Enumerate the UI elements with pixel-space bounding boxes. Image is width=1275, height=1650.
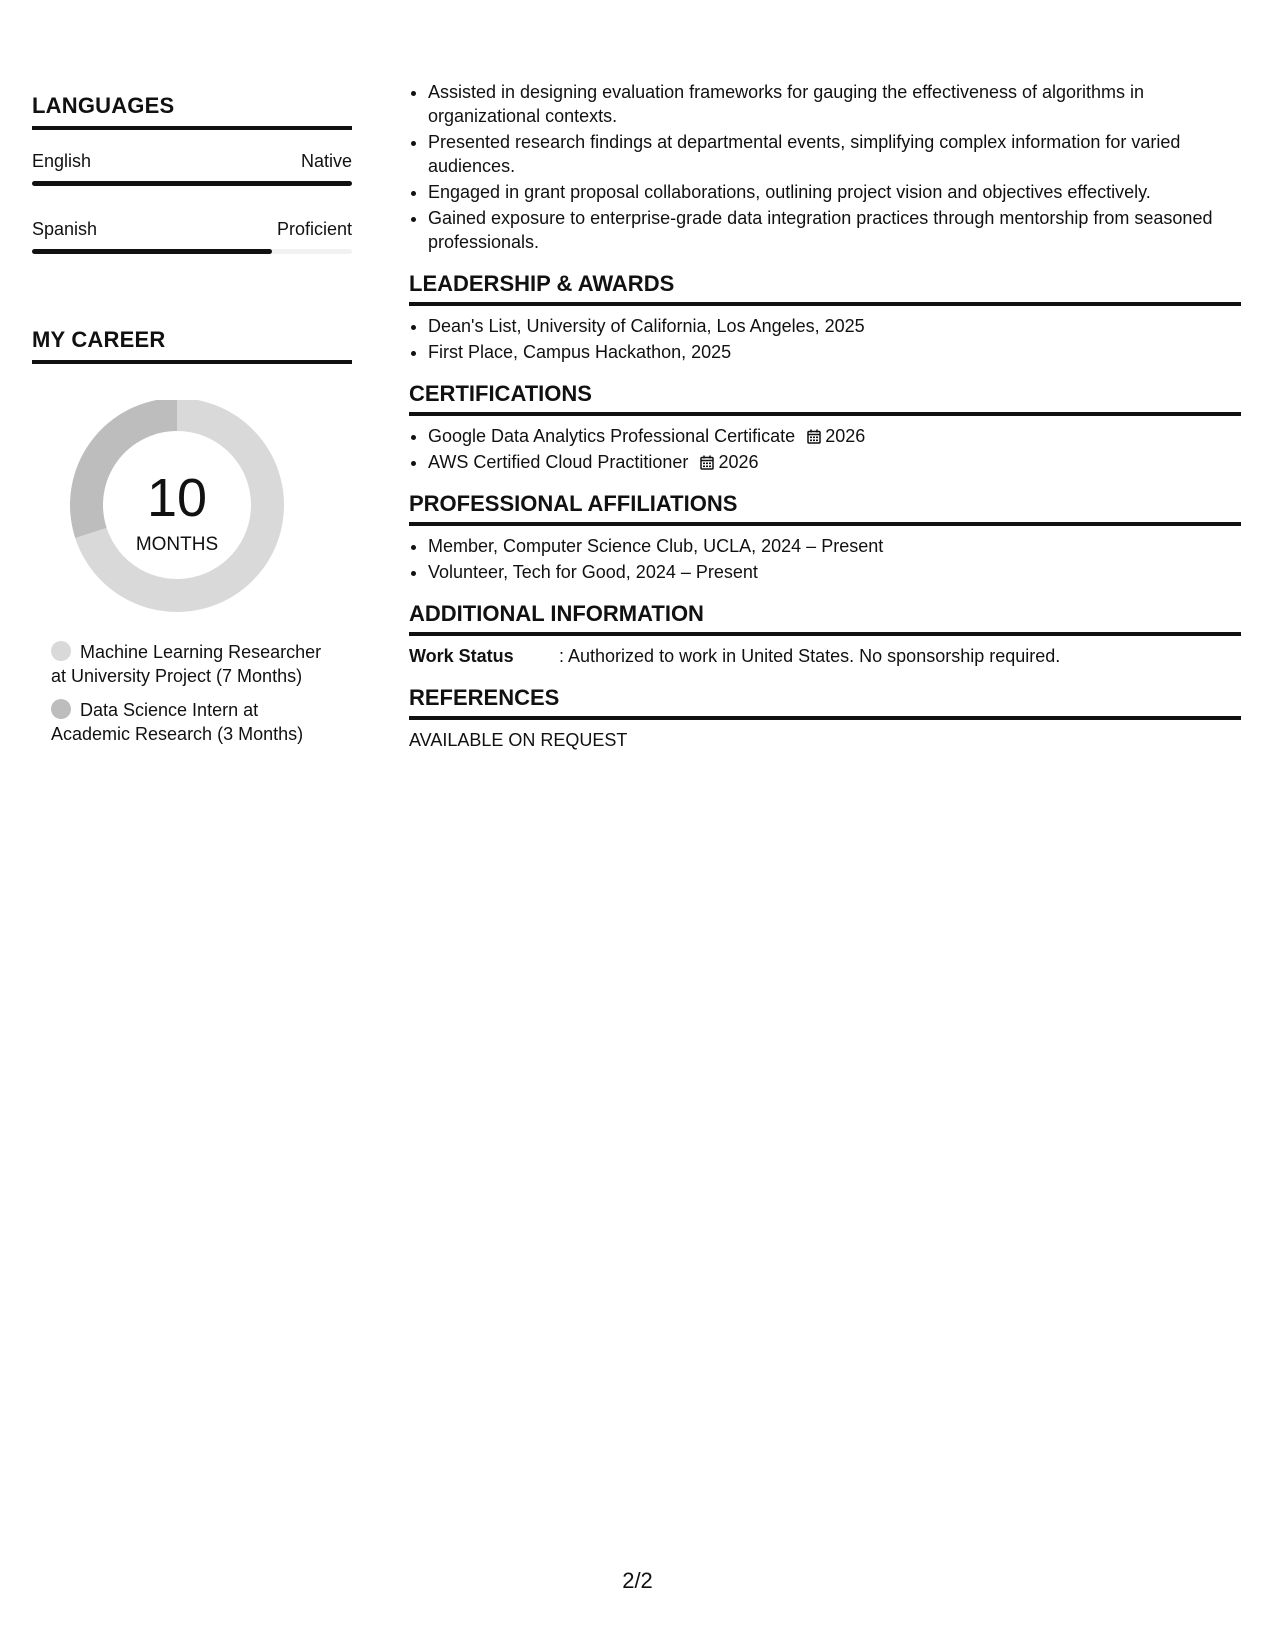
language-proficiency-bar: [32, 181, 352, 186]
work-status-label: Work Status: [409, 646, 514, 666]
list-item: • Member, Computer Science Club, UCLA, 2024 – Present: [428, 534, 1241, 558]
language-level: Proficient: [276, 219, 352, 239]
career-section: [32, 326, 352, 746]
list-item: • Presented research findings at departmental events, simplifying complex information for varied audiences.: [428, 130, 1241, 178]
career-donut-chart: [32, 400, 352, 640]
certification-name: Google Data Analytics Professional Certificate: [428, 426, 796, 446]
list-item: • Gained exposure to enterprise-grade data integration practices through mentorship from seasoned professionals.: [428, 206, 1241, 254]
affiliations-list: [409, 534, 1241, 584]
calendar-icon: [807, 429, 821, 444]
main-content: [409, 80, 1241, 752]
language-proficiency-fill: [32, 181, 352, 186]
work-status-row: [409, 644, 1241, 668]
legend-item: [51, 698, 336, 746]
affiliations-title: PROFESSIONAL AFFILIATIONS: [409, 490, 1241, 526]
legend-label: Machine Learning Researcher at University Project (7 Months): [51, 642, 322, 686]
affiliations-section: [409, 490, 1241, 584]
references-text: AVAILABLE ON REQUEST: [409, 730, 628, 750]
additional-info-section: [409, 600, 1241, 668]
career-legend: [51, 640, 336, 746]
certifications-section: [409, 380, 1241, 474]
legend-item: [51, 640, 336, 688]
certifications-title: CERTIFICATIONS: [409, 380, 1241, 416]
page-number: 2/2: [622, 1568, 653, 1593]
list-item: • Dean's List, University of California, Los Angeles, 2025: [428, 314, 1241, 338]
career-total-value: 10: [146, 468, 208, 528]
certifications-list: [409, 424, 1241, 474]
list-item: [428, 424, 1241, 448]
references-title: REFERENCES: [409, 684, 1241, 720]
references-section: [409, 684, 1241, 752]
sidebar: [32, 92, 352, 756]
list-item: • Volunteer, Tech for Good, 2024 – Present: [428, 560, 1241, 584]
language-name: Spanish: [32, 219, 98, 239]
language-level: Native: [300, 151, 352, 171]
additional-info-title: ADDITIONAL INFORMATION: [409, 600, 1241, 636]
language-proficiency-bar: [32, 249, 352, 254]
work-status-value: : Authorized to work in United States. No sponsorship required.: [559, 646, 1061, 666]
certification-year: 2026: [718, 452, 759, 472]
list-item: • Assisted in designing evaluation frameworks for gauging the effectiveness of algorithms in organizational contexts.: [428, 80, 1241, 128]
career-total-unit: MONTHS: [135, 534, 219, 555]
list-item: [428, 450, 1241, 474]
legend-dot-icon: [51, 641, 71, 661]
language-proficiency-fill: [32, 249, 272, 254]
language-item: [32, 218, 352, 254]
certification-year: 2026: [825, 426, 866, 446]
leadership-section: [409, 270, 1241, 364]
career-title: MY CAREER: [32, 326, 352, 364]
language-name: English: [32, 151, 92, 171]
legend-dot-icon: [51, 699, 71, 719]
list-item: • Engaged in grant proposal collaborations, outlining project vision and objectives effectively.: [428, 180, 1241, 204]
leadership-list: [409, 314, 1241, 364]
languages-title: LANGUAGES: [32, 92, 352, 130]
experience-bullets: [409, 80, 1241, 254]
legend-label: Data Science Intern at Academic Research (3 Months): [51, 700, 304, 744]
certification-name: AWS Certified Cloud Practitioner: [428, 452, 689, 472]
language-item: [32, 150, 352, 186]
calendar-icon: [700, 455, 714, 470]
list-item: • First Place, Campus Hackathon, 2025: [428, 340, 1241, 364]
leadership-title: LEADERSHIP & AWARDS: [409, 270, 1241, 306]
languages-section: [32, 92, 352, 254]
